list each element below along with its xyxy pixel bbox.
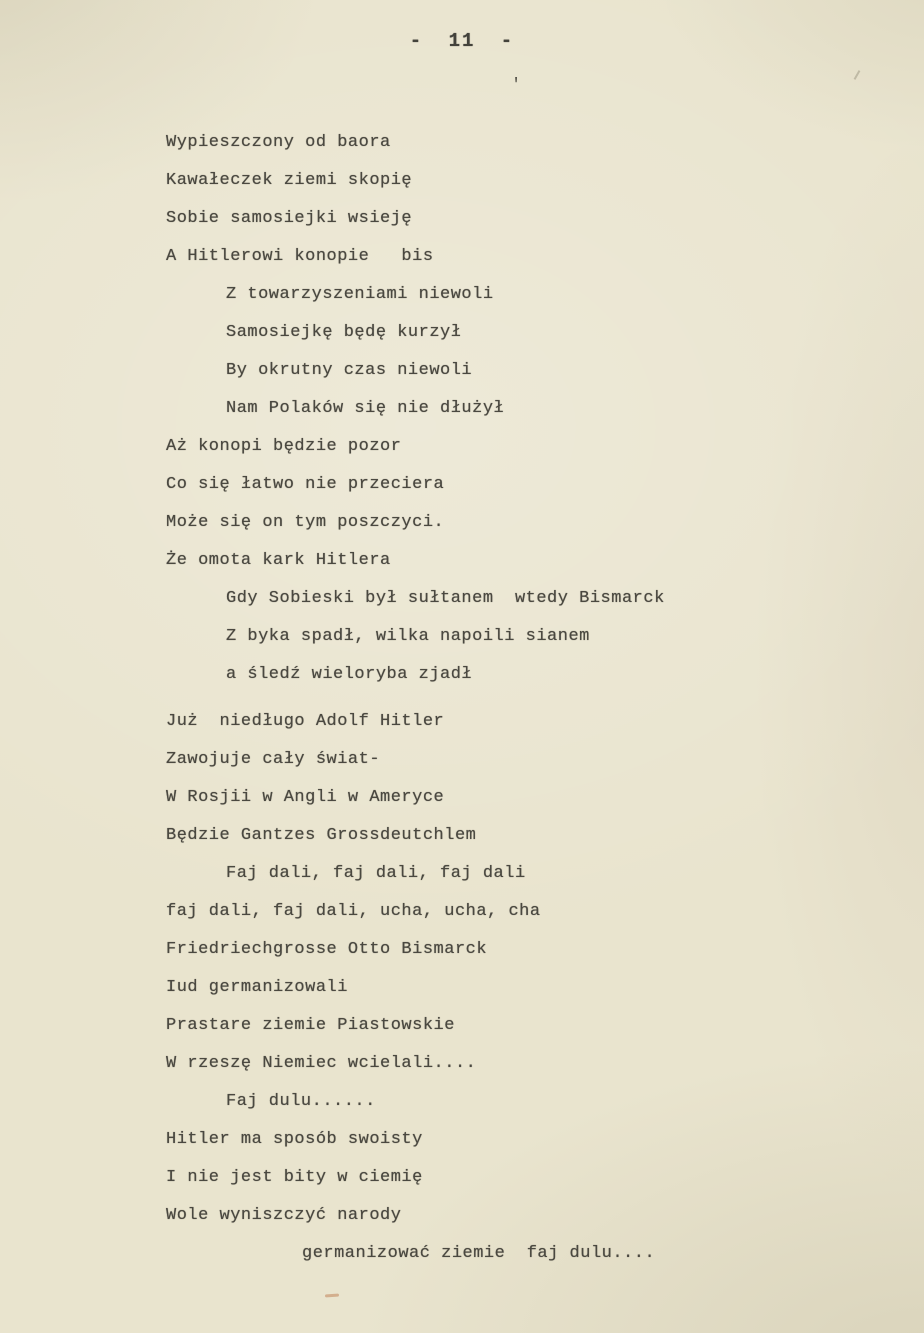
poem-line: Faj dali, faj dali, faj dali xyxy=(226,864,526,883)
poem xyxy=(166,124,665,1273)
poem-line: Zawojuje cały świat- xyxy=(166,750,381,769)
poem-line: Wole wyniszczyć narody xyxy=(166,1206,402,1225)
poem-line: Faj dulu...... xyxy=(226,1092,376,1111)
poem-line: Z byka spadł, wilka napoili sianem xyxy=(226,627,590,646)
page-number: - 11 - xyxy=(409,30,515,52)
poem-line: Gdy Sobieski był sułtanem wtedy Bismarck xyxy=(226,589,665,608)
poem-line: Kawałeczek ziemi skopię xyxy=(166,171,413,190)
poem-line: Prastare ziemie Piastowskie xyxy=(166,1016,455,1035)
poem-line: Wypieszczony od baora xyxy=(166,133,391,152)
poem-line: germanizować ziemie faj dulu.... xyxy=(302,1244,656,1263)
poem-line: I nie jest bity w ciemię xyxy=(166,1168,423,1187)
poem-line: Już niedługo Adolf Hitler xyxy=(166,712,445,731)
poem-line: Nam Polaków się nie dłużył xyxy=(226,399,505,418)
stray-ink-mark: ' xyxy=(511,76,522,95)
poem-line: Aż konopi będzie pozor xyxy=(166,437,402,456)
poem-line: Hitler ma sposób swoisty xyxy=(166,1130,423,1149)
poem-line: a śledź wieloryba zjadł xyxy=(226,665,473,684)
paper-speck xyxy=(854,70,861,80)
poem-line: Friedriechgrosse Otto Bismarck xyxy=(166,940,488,959)
poem-line: Z towarzyszeniami niewoli xyxy=(226,285,494,304)
paper-speck xyxy=(325,1294,339,1298)
poem-line: Co się łatwo nie przeciera xyxy=(166,475,445,494)
poem-line: Sobie samosiejki wsieję xyxy=(166,209,413,228)
poem-line: A Hitlerowi konopie bis xyxy=(166,247,434,266)
poem-line: Samosiejkę będę kurzył xyxy=(226,323,462,342)
poem-line: Iud germanizowali xyxy=(166,978,348,997)
poem-line: W rzeszę Niemiec wcielali.... xyxy=(166,1054,477,1073)
poem-line: Będzie Gantzes Grossdeutchlem xyxy=(166,826,477,845)
poem-line: faj dali, faj dali, ucha, ucha, cha xyxy=(166,902,541,921)
poem-line: Że omota kark Hitlera xyxy=(166,551,391,570)
poem-line: Może się on tym poszczyci. xyxy=(166,513,445,532)
poem-line: By okrutny czas niewoli xyxy=(226,361,473,380)
poem-line: W Rosjii w Angli w Ameryce xyxy=(166,788,445,807)
